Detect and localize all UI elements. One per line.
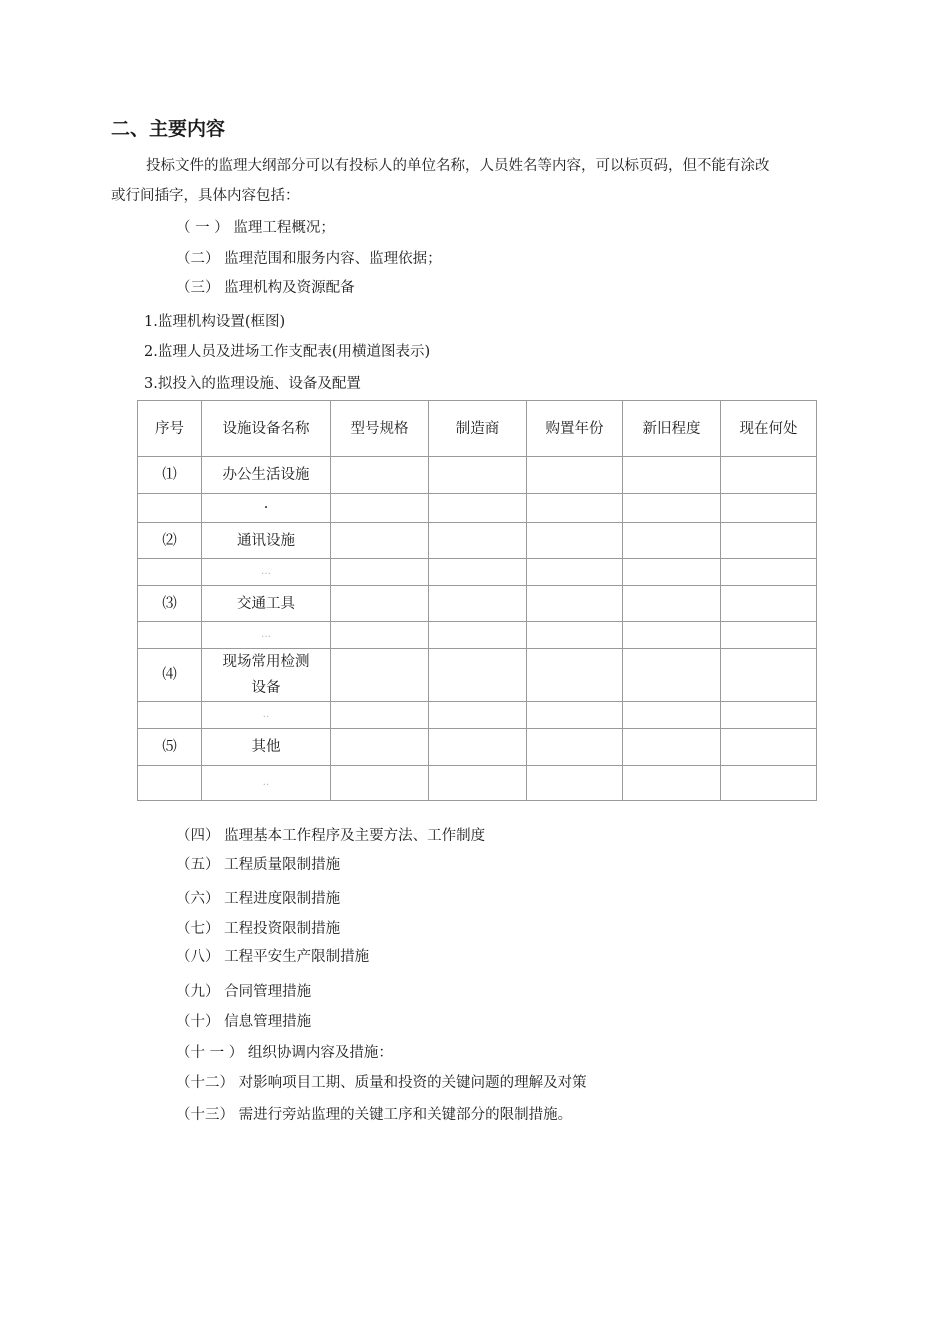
table-row xyxy=(138,766,817,801)
table-header-row xyxy=(138,401,817,457)
row-number xyxy=(138,766,202,801)
list-item-12: （十二） 对影响项目工期、质量和投资的关键问题的理解及对策 xyxy=(176,1075,587,1091)
equipment-name: 现场常用检测设备 xyxy=(202,649,331,702)
row-number xyxy=(138,702,202,729)
row-number: ⑶ xyxy=(138,586,202,622)
header-cell: 序号 xyxy=(138,401,202,457)
equipment-name: 通讯设施 xyxy=(202,523,331,559)
equipment-name: ‥ xyxy=(202,766,331,801)
equipment-name: 交通工具 xyxy=(202,586,331,622)
list-item-5: （五） 工程质量限制措施 xyxy=(176,857,341,873)
header-cell: 制造商 xyxy=(429,401,527,457)
header-cell: 购置年份 xyxy=(527,401,623,457)
equipment-name: 办公生活设施 xyxy=(202,457,331,494)
table-row xyxy=(138,559,817,586)
header-cell: 型号规格 xyxy=(331,401,429,457)
table-row xyxy=(138,494,817,523)
intro-paragraph-line-1: 投标文件的监理大纲部分可以有投标人的单位名称，人员姓名等内容，可以标页码，但不能有涂改 xyxy=(146,158,770,174)
header-cell: 现在何处 xyxy=(721,401,817,457)
list-item-11: （十 一 ） 组织协调内容及措施： xyxy=(176,1045,393,1061)
list-item-9: （九） 合同管理措施 xyxy=(176,984,312,1000)
table-row xyxy=(138,702,817,729)
list-item-13: （十三） 需进行旁站监理的关键工序和关键部分的限制措施。 xyxy=(176,1107,573,1123)
equipment-name: … xyxy=(202,622,331,649)
table-row xyxy=(138,649,817,702)
table-row xyxy=(138,729,817,766)
row-number xyxy=(138,559,202,586)
table-row xyxy=(138,523,817,559)
equipment-name: 其他 xyxy=(202,729,331,766)
list-item-3: （三） 监理机构及资源配备 xyxy=(176,280,355,296)
list-item-10: （十） 信息管理措施 xyxy=(176,1014,312,1030)
table-row xyxy=(138,586,817,622)
equipment-table xyxy=(137,400,817,801)
row-number xyxy=(138,494,202,523)
list-item-1: （ 一 ） 监理工程概况； xyxy=(176,220,335,236)
list-item-2: （二） 监理范围和服务内容、监理依据； xyxy=(176,251,442,267)
table-row xyxy=(138,457,817,494)
list-item-4: （四） 监理基本工作程序及主要方法、工作制度 xyxy=(176,828,486,844)
section-heading: 二、主要内容 xyxy=(111,118,226,140)
row-number: ⑵ xyxy=(138,523,202,559)
list-item-8: （八） 工程平安生产限制措施 xyxy=(176,949,370,965)
header-cell: 设施设备名称 xyxy=(202,401,331,457)
sub-item-1: 1.监理机构设置(框图) xyxy=(144,314,286,330)
sub-item-2: 2.监理人员及进场工作支配表(用横道图表示) xyxy=(144,344,431,360)
equipment-name: · xyxy=(202,494,331,523)
row-number: ⑷ xyxy=(138,649,202,702)
header-cell: 新旧程度 xyxy=(623,401,721,457)
sub-item-3: 3.拟投入的监理设施、设备及配置 xyxy=(144,376,361,392)
equipment-name: … xyxy=(202,559,331,586)
row-number: ⑴ xyxy=(138,457,202,494)
intro-paragraph-line-2: 或行间插字，具体内容包括： xyxy=(111,188,300,204)
list-item-7: （七） 工程投资限制措施 xyxy=(176,921,341,937)
row-number: ⑸ xyxy=(138,729,202,766)
list-item-6: （六） 工程进度限制措施 xyxy=(176,891,341,907)
row-number xyxy=(138,622,202,649)
equipment-name: ‥ xyxy=(202,702,331,729)
table-row xyxy=(138,622,817,649)
